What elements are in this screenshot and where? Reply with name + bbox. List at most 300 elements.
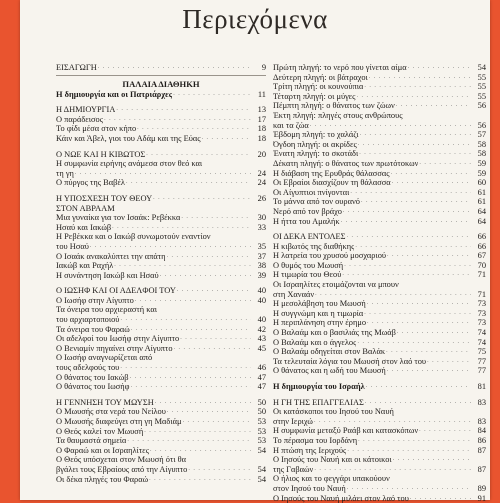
page-number: 35 — [257, 241, 266, 251]
page-number: 50 — [257, 397, 266, 407]
toc-entry-text: Τέταρτη πληγή: οι μύγες — [273, 91, 356, 101]
toc-entry-line — [56, 159, 266, 169]
dot-leader — [396, 101, 471, 111]
toc-entry-text: Η ήττα του Αμαλήκ — [273, 216, 340, 226]
toc-entry — [273, 446, 486, 456]
toc-entry-text: Ο πύργος της Βαβέλ — [56, 178, 125, 188]
toc-entry — [273, 63, 486, 73]
toc-entry-text: Η ΓΕΝΝΗΣΗ ΤΟΥ ΜΩΥΣΗ — [56, 397, 154, 407]
toc-entry — [273, 299, 486, 309]
dot-leader — [342, 270, 471, 280]
toc-entry-line — [56, 455, 266, 465]
page-number: 47 — [257, 382, 266, 392]
toc-entry — [273, 366, 486, 376]
toc-entry-text: Ο Μωυσής διαφεύγει στη γη Μαδιάμ — [56, 417, 182, 426]
toc-entry-text: Ο Βενιαμίν πηγαίνει στην Αίγυπτο — [56, 343, 173, 353]
toc-entry-text: Πέμπτη πληγή: ο θάνατος των ζώων — [273, 101, 395, 111]
page-number: 75 — [477, 347, 486, 357]
toc-entry-text: της Γαβαών — [273, 464, 314, 474]
toc-entry-text: Ο Ισαάκ ανακαλύπτει την απάτη — [56, 251, 166, 261]
page-number: 55 — [477, 91, 486, 101]
toc-entry — [56, 63, 266, 73]
toc-entry-text: Ο θυμός του Μωυσή — [273, 260, 344, 270]
page-number: 55 — [477, 82, 486, 92]
toc-entry — [56, 194, 266, 204]
toc-entry-text: τη γη — [56, 168, 74, 178]
page-number: 61 — [477, 197, 486, 207]
page-number: 71 — [477, 289, 486, 299]
toc-entry-text: Ο ΝΩΕ ΚΑΙ Η ΚΙΒΩΤΟΣ — [56, 149, 146, 159]
toc-entry — [56, 465, 266, 475]
page-number: 24 — [257, 178, 266, 188]
toc-entry-text: Οι δέκα πληγές του Φαραώ — [56, 474, 149, 484]
toc-entry — [56, 252, 266, 262]
toc-entry-text: του αρχιαρτοποιού — [56, 315, 120, 325]
toc-entry — [273, 309, 486, 319]
dot-leader — [173, 90, 251, 100]
dot-leader — [314, 417, 471, 427]
toc-entry-text: Τρίτη πληγή: οι κουνούπια — [273, 82, 364, 92]
toc-entry-text: Ο Θεός καλεί τον Μωυσή — [56, 426, 144, 436]
page-number: 39 — [257, 270, 266, 280]
dot-leader — [391, 169, 471, 179]
page-number: 66 — [477, 232, 486, 242]
toc-entry-line — [273, 280, 486, 290]
page-number: 73 — [477, 318, 486, 328]
toc-entry-text: Ιακώβ και Ραχήλ — [56, 261, 114, 271]
dot-leader — [155, 398, 251, 408]
page-number: 61 — [477, 187, 486, 197]
toc-entry-line — [273, 407, 486, 417]
toc-entry — [273, 178, 486, 188]
toc-entry — [273, 159, 486, 169]
dot-leader — [98, 63, 251, 73]
toc-entry — [56, 213, 266, 223]
toc-entry — [56, 115, 266, 125]
section-heading: ΠΑΛΑΙΑ ΔΙΑΘΗΚΗ — [122, 78, 200, 89]
dot-leader — [177, 286, 251, 296]
toc-entry — [56, 169, 266, 179]
page-number: 83 — [477, 397, 486, 407]
toc-entry-text: Οι Αίγυπτιοι πνίγονται — [273, 187, 350, 197]
toc-entry-text: Ο Ιησούς του Ναυή μιλάει στον λαό του — [273, 493, 409, 503]
page-number: 17 — [257, 114, 266, 124]
page-number: 87 — [477, 445, 486, 455]
toc-entry-text: Ο Φαραώ και οι Ισραηλίτες — [56, 445, 150, 455]
toc-entry — [273, 455, 486, 465]
page-number: 74 — [477, 337, 486, 347]
toc-entry — [273, 242, 486, 252]
page-title: Περιεχόμενα — [182, 4, 328, 34]
toc-entry-text: Μια γυναίκα για τον Ισαάκ: Ρεβέκκα — [56, 213, 181, 223]
toc-entry-text: ΣΤΟΝ ΑΒΡΑΑΜ — [56, 203, 115, 213]
toc-entry-text: Ο Μωυσής στα νερά του Νείλου — [56, 407, 166, 417]
toc-entry-line — [56, 232, 266, 242]
toc-entry — [56, 446, 266, 456]
toc-entry — [273, 398, 486, 408]
toc-entry-text: Ησαύ και Ιακώβ — [56, 222, 112, 232]
toc-entry-text: Η ΓΗ ΤΗΣ ΕΠΑΓΓΕΛΙΑΣ — [273, 397, 364, 407]
toc-entry-text: Οι Εβραίοι διασχίζουν τη θάλασσα — [273, 178, 391, 188]
toc-entry-text: Ο ΙΩΣΗΦ ΚΑΙ ΟΙ ΑΔΕΛΦΟΙ ΤΟΥ — [56, 286, 176, 296]
dot-leader — [357, 92, 472, 102]
dot-leader — [75, 169, 251, 179]
dot-leader — [419, 426, 471, 436]
toc-entry-text: Τα όνειρα του αρχιεραστή και — [56, 305, 157, 315]
dot-leader — [310, 121, 471, 131]
page-number: 58 — [477, 149, 486, 159]
dot-leader — [131, 325, 251, 335]
toc-entry — [56, 315, 266, 325]
toc-entry-text: Ο θάνατος του Ιακώβ — [56, 372, 129, 382]
toc-entry-text: του Ησαύ — [56, 241, 89, 251]
dot-leader — [181, 213, 251, 223]
toc-entry — [273, 436, 486, 446]
toc-entry — [273, 188, 486, 198]
toc-entry — [273, 357, 486, 367]
page-number: 43 — [257, 334, 266, 344]
dot-leader — [364, 82, 471, 92]
dot-leader — [392, 178, 471, 188]
toc-entry-text: Το φίδι μέσα στον κήπο — [56, 124, 137, 134]
dot-leader — [387, 366, 471, 376]
toc-entry — [56, 417, 266, 427]
toc-entry — [273, 121, 486, 131]
toc-entry-text: Η συνάντηση Ιακώβ και Ησαύ — [56, 270, 159, 280]
dot-leader — [360, 130, 471, 140]
dot-leader — [183, 417, 252, 427]
toc-entry — [56, 475, 266, 485]
toc-entry-text: Η κιβωτός της διαθήκης — [273, 241, 355, 251]
dot-leader — [202, 134, 251, 144]
dot-leader — [347, 232, 471, 242]
toc-entry — [273, 217, 486, 227]
page-number: 64 — [477, 206, 486, 216]
section-divider — [56, 75, 266, 76]
toc-entry — [56, 363, 266, 373]
dot-leader — [347, 446, 471, 456]
toc-entry — [273, 82, 486, 92]
toc-entry-text: τους αδελφούς του — [56, 363, 120, 373]
toc-entry — [273, 484, 486, 494]
toc-entry-text: Ο Θεός υπόσχεται στον Μωυσή ότι θα — [56, 455, 187, 465]
page-number: 56 — [477, 120, 486, 130]
toc-entry — [273, 338, 486, 348]
dot-leader — [146, 150, 251, 160]
dot-leader — [180, 334, 251, 344]
toc-entry — [273, 92, 486, 102]
page-number: 57 — [477, 130, 486, 140]
toc-entry-text: Οι αδελφοί του Ιωσήφ στην Αίγυπτο — [56, 334, 180, 344]
dot-leader — [160, 271, 251, 281]
dot-leader — [386, 347, 471, 357]
toc-entry-line — [56, 204, 266, 214]
toc-entry-text: Η συμφωνία μεταξύ Ραάβ και κατασκόπων — [273, 426, 419, 436]
toc-entry — [273, 290, 486, 300]
toc-entry-text: Πρώτη πληγή: το νερό που γίνεται αίμα — [273, 63, 407, 72]
page-number: 59 — [477, 158, 486, 168]
page-number: 56 — [477, 101, 486, 111]
page-number: 71 — [477, 270, 486, 280]
page-number: 54 — [257, 445, 266, 455]
toc-entry — [273, 140, 486, 150]
toc-entry — [273, 261, 486, 271]
toc-entry — [56, 407, 266, 417]
dot-leader — [387, 251, 471, 261]
toc-entry — [56, 436, 266, 446]
page-number: 40 — [257, 315, 266, 325]
page-number: 64 — [477, 216, 486, 226]
toc-entry — [273, 382, 486, 392]
dot-leader — [137, 124, 251, 134]
page-number: 42 — [257, 324, 266, 334]
toc-entry-text: Η πτώση της Ιεριχούς — [273, 445, 347, 455]
toc-entry-text: Η συγγνώμη και η τιμωρία — [273, 308, 364, 318]
dot-leader — [315, 290, 471, 300]
toc-entry-text: Τα τελευταία λόγια του Μωυσή στον λαό του — [273, 356, 427, 366]
page-number: 81 — [477, 382, 486, 391]
toc-entry-text: Ο παράδεισος — [56, 114, 104, 124]
toc-entry-text: Τα θαυμαστά σημεία — [56, 436, 127, 446]
dot-leader — [358, 140, 471, 150]
page-number: 91 — [477, 493, 486, 503]
dot-leader — [130, 373, 251, 383]
page-number: 73 — [477, 308, 486, 318]
toc-entry — [56, 223, 266, 233]
toc-entry — [56, 271, 266, 281]
dot-leader — [90, 242, 251, 252]
toc-entry-text: Η δημιουργία και οι Πατριάρχες — [56, 89, 173, 99]
page-number: 70 — [477, 260, 486, 270]
toc-entry-text: Ο θάνατος του Ιωσήφ — [56, 382, 130, 392]
toc-entry-text: ΕΙΣΑΓΩΓΗ — [56, 63, 97, 72]
dot-leader — [355, 242, 471, 252]
dot-leader — [357, 338, 471, 348]
toc-entry-text: Ο Ιησούς του Ναυή και οι κάτοικοι — [273, 455, 392, 465]
dot-leader — [367, 318, 471, 328]
toc-entry — [56, 398, 266, 408]
page-number: 87 — [477, 464, 486, 474]
dot-leader — [393, 455, 471, 465]
toc-entry — [56, 373, 266, 383]
page-number: 46 — [257, 363, 266, 373]
toc-entry-text: Ο θάνατος και η ωδή του Μωυσή — [273, 366, 386, 376]
toc-entry-text: Ο Βαλαάμ οδηγείται στον Βαλάκ — [273, 347, 386, 357]
toc-entry — [273, 318, 486, 328]
toc-entry-text: Τα όνειρα του Φαραώ — [56, 324, 130, 334]
page-number: 11 — [257, 89, 266, 99]
dot-leader — [314, 465, 471, 475]
dot-leader — [153, 194, 251, 204]
toc-entry-line — [273, 111, 486, 121]
toc-entry-text: Ένατη πληγή: το σκοτάδι — [273, 149, 359, 159]
toc-entry-text: Η περιπλάνηση στην έρημο — [273, 318, 367, 328]
toc-entry — [56, 90, 266, 100]
toc-entry-text: Οι κατάσκοποι του Ιησού του Ναυή — [273, 407, 394, 417]
toc-entry-text: Ο Ιωσήφ στην Αίγυπτο — [56, 295, 134, 305]
page-number: 24 — [257, 168, 266, 178]
toc-entry-text: Έκτη πληγή: πληγές στους ανθρώπους — [273, 110, 403, 120]
toc-entry — [273, 328, 486, 338]
dot-leader — [116, 105, 251, 115]
toc-entry-text: Δεύτερη πληγή: οι βάτραχοι — [273, 72, 368, 82]
page-number: 38 — [257, 261, 266, 271]
dot-leader — [341, 217, 471, 227]
dot-leader — [367, 299, 471, 309]
page-number: 54 — [257, 464, 266, 474]
toc-entry-text: Η λατρεία του χρυσού μοσχαριού — [273, 251, 387, 261]
toc-entry-text: Ο Βαλαάμ και ο άγγελος — [273, 337, 357, 347]
toc-entry-text: Η δημιουργία του Ισραήλ — [273, 382, 365, 391]
page-number: 20 — [257, 149, 266, 159]
toc-entry-text: Η ΔΗΜΙΟΥΡΓΙΑ — [56, 105, 116, 115]
page-number: 73 — [477, 299, 486, 309]
dot-leader — [364, 309, 471, 319]
toc-entry-line — [56, 353, 266, 363]
dot-leader — [149, 475, 251, 485]
dot-leader — [174, 344, 251, 354]
toc-entry — [273, 73, 486, 83]
page-number: 54 — [257, 474, 266, 484]
toc-entry — [56, 286, 266, 296]
toc-entry-text: Δέκατη πληγή: ο θάνατος των πρωτότοκων — [273, 158, 419, 168]
page-number: 30 — [257, 213, 266, 223]
page-number: 83 — [477, 416, 486, 426]
dot-leader — [188, 465, 251, 475]
toc-entry-text: βγάλει τους Εβραίους από την Αίγυπτο — [56, 464, 188, 474]
toc-entry — [273, 169, 486, 179]
page-number: 55 — [477, 72, 486, 82]
toc-entry-text: Κάιν και Άβελ, γιοι του Αδάμ και της Εύας — [56, 133, 201, 143]
page-number: 45 — [257, 343, 266, 353]
toc-entry-text: Η τιμωρία του Θεού — [273, 270, 342, 280]
dot-leader — [369, 73, 471, 83]
toc-entry — [56, 344, 266, 354]
dot-leader — [114, 261, 251, 271]
page-number: 26 — [257, 193, 266, 203]
page-number: 18 — [257, 133, 266, 143]
dot-leader — [135, 296, 251, 306]
dot-leader — [167, 252, 251, 262]
dot-leader — [347, 484, 471, 494]
page-number: 40 — [257, 286, 266, 296]
dot-leader — [144, 427, 251, 437]
page-number: 37 — [257, 251, 266, 261]
dot-leader — [361, 197, 471, 207]
toc-entry — [273, 270, 486, 280]
page-number: 13 — [257, 105, 266, 115]
page-number: 86 — [477, 435, 486, 445]
dot-leader — [408, 63, 471, 73]
dot-leader — [131, 382, 251, 392]
toc-entry-text: Το μάννα από τον ουρανό — [273, 197, 360, 207]
dot-leader — [112, 223, 251, 233]
dot-leader — [350, 188, 471, 198]
page-number: 47 — [257, 372, 266, 382]
page-number: 59 — [477, 168, 486, 178]
toc-entry — [56, 124, 266, 134]
toc-entry — [273, 465, 486, 475]
page-number: 53 — [257, 426, 266, 436]
book-page — [20, 0, 490, 503]
toc-entry-text: Η Ρεβέκκα και ο Ιακώβ συνωμοτούν εναντίον — [56, 232, 211, 242]
toc-entry-text: στον Ιησού του Ναυή — [273, 483, 346, 493]
dot-leader — [427, 357, 471, 367]
toc-entry — [273, 130, 486, 140]
toc-entry-text: Νερό από τον βράχο — [273, 206, 342, 216]
toc-entry — [273, 347, 486, 357]
toc-entry-text: Η διάβαση της Ερυθράς θάλασσας — [273, 168, 390, 178]
toc-entry-text: ΟΙ ΔΕΚΑ ΕΝΤΟΛΕΣ — [273, 232, 346, 242]
dot-leader — [126, 178, 251, 188]
dot-leader — [120, 315, 251, 325]
dot-leader — [150, 446, 251, 456]
dot-leader — [344, 261, 471, 271]
dot-leader — [358, 436, 471, 446]
page-number: 53 — [257, 417, 266, 426]
page-number: 33 — [257, 222, 266, 232]
toc-entry-text: στην Ιεριχώ — [273, 416, 313, 426]
page-number: 77 — [477, 356, 486, 366]
page-number: 18 — [257, 124, 266, 134]
page-number: 9 — [261, 63, 266, 72]
toc-entry — [56, 261, 266, 271]
toc-entry-line — [56, 305, 266, 315]
toc-entry-text: Ο ήλιος και το φεγγάρι υπακούουν — [273, 474, 390, 484]
dot-leader — [127, 436, 251, 446]
dot-leader — [167, 407, 251, 417]
page-number: 53 — [257, 436, 266, 446]
dot-leader — [397, 328, 471, 338]
toc-entry-text: Ο Βαλαάμ και ο βασιλιάς της Μωάβ — [273, 328, 396, 338]
toc-entry — [273, 197, 486, 207]
toc-entry — [273, 232, 486, 242]
toc-entry — [56, 105, 266, 115]
toc-entry — [56, 134, 266, 144]
toc-entry — [56, 242, 266, 252]
dot-leader — [410, 494, 471, 503]
toc-entry — [273, 494, 486, 503]
toc-entry-text: Η συμφωνία ειρήνης ανάμεσα στον θεό και — [56, 159, 203, 169]
dot-leader — [419, 159, 471, 169]
dot-leader — [343, 207, 471, 217]
page-number: 74 — [477, 328, 486, 338]
page-number: 50 — [257, 407, 266, 417]
toc-entry-text: Ο Ιωσήφ αναγνωρίζεται από — [56, 353, 153, 363]
toc-entry-text: Οι Ισραηλίτες ετοιμάζονται να μπουν — [273, 280, 399, 290]
toc-entry — [273, 149, 486, 159]
page-number: 84 — [477, 426, 486, 436]
toc-entry-text: Το πέρασμα του Ιορδάνη — [273, 435, 358, 445]
toc-entry — [56, 150, 266, 160]
toc-entry-text: Έβδομη πληγή: το χαλάζι — [273, 130, 359, 140]
toc-entry-text: και τα ζώα — [273, 120, 309, 130]
toc-entry — [273, 251, 486, 261]
toc-entry — [56, 325, 266, 335]
dot-leader — [120, 363, 251, 373]
toc-entry-line — [273, 474, 486, 484]
page-number: 58 — [477, 139, 486, 149]
toc-entry — [56, 334, 266, 344]
toc-entry — [273, 426, 486, 436]
toc-entry — [56, 382, 266, 392]
toc-entry-text: στη Χαναάν — [273, 289, 315, 299]
page-number: 54 — [477, 63, 486, 72]
dot-leader — [104, 115, 251, 125]
toc-entry — [273, 417, 486, 427]
toc-entry-text: Η μεσολάβηση του Μωυσή — [273, 299, 366, 309]
page-number: 77 — [477, 366, 486, 376]
